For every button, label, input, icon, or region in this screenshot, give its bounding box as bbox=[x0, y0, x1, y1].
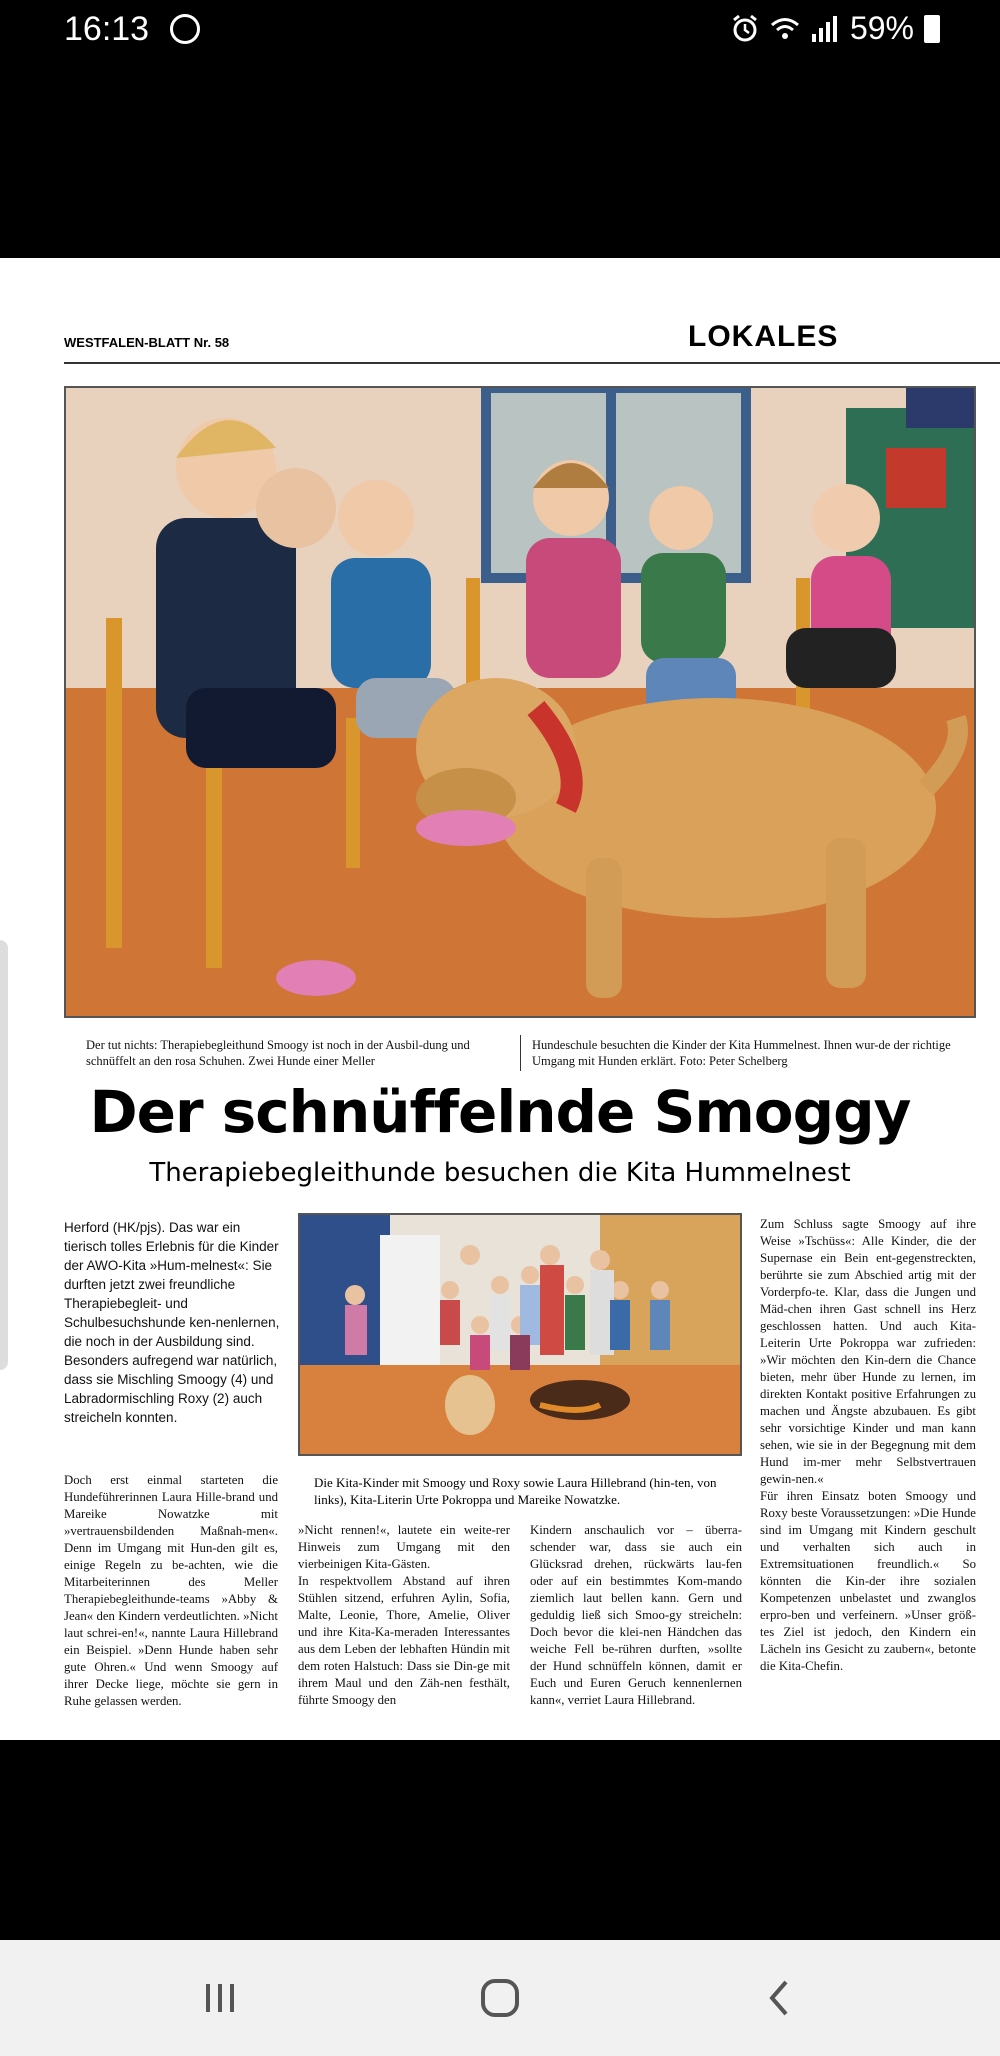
article-column-1: Doch erst einmal starteten die Hundeführerinnen Laura Hille-brand und Mareike Nowatzke mit »vertrauensbildenden Maßnah-men«. Denn im Umgang mit Hun-den gilt es, einige Regeln zu be-achten, wie die Mitarbeiterinnen des Meller Therapiebegleithunde-teams »Abby & Jean« den Kindern verdeutlichten. »Nicht laut schrei-en!«, nannte Laura Hillebrand ein Beispiel. »Denn Hunde haben sehr gute Ohren.« Und wenn Smoogy auf ihrer Decke liege, möchte sie gern in Ruhe gelassen werden. bbox=[64, 1473, 278, 1708]
article-subheadline: Therapiebegleithunde besuchen die Kita Hummelnest bbox=[149, 1158, 851, 1188]
signal-icon bbox=[810, 14, 840, 44]
group-photo bbox=[298, 1213, 742, 1456]
edge-panel-handle[interactable] bbox=[0, 940, 8, 1370]
back-button[interactable] bbox=[740, 1970, 820, 2026]
status-icons bbox=[730, 10, 940, 47]
home-icon bbox=[478, 1976, 522, 2020]
back-icon bbox=[760, 1978, 800, 2018]
article-lead: Herford (HK/pjs). Das war ein tierisch tolles Erlebnis für die Kinder der AWO-Kita »Hum-melnest«: Sie durften jetzt zwei freundliche Therapiebegleit- und Schulbesuchshunde ken-nenlernen, die noch in der Ausbildung sind. Besonders aufregend war natürlich, dass sie Mischling Smoogy (4) und Labradormischling Roxy (2) auch streicheln konnten. bbox=[64, 1220, 280, 1425]
recent-apps-button[interactable] bbox=[180, 1970, 260, 2026]
article-column-3: Kindern anschaulich vor – überra-schender war, dass sie auch ein Glücksrad drehen, rückwärts lau-fen oder auf ein bestimmtes Kom-mando ziemlich laut bellen kann. Gern und geduldig ließ sich Smoo-gy streicheln: Doch bevor die klei-nen Händchen das weiche Fell be-rühren durften, »sollte der Hund schnüffeln können, damit er Euch und Euren Geruch kennenlernen kann«, verriet Laura Hillebrand. bbox=[530, 1523, 742, 1707]
battery-percent: 59% bbox=[849, 10, 914, 46]
section-title: LOKALES bbox=[688, 320, 839, 353]
alarm-icon bbox=[730, 14, 760, 44]
whatsapp-icon bbox=[170, 14, 200, 44]
article-column-4: Zum Schluss sagte Smoogy auf ihre Weise »Tschüss«: Alle Kinder, die der Supernase ein Bein ent-gegenstreckten, berührte sie zum Abschied artig mit der Vorderpfo-te. Klar, dass die Jungen und Mäd-chen ihren Gast schnell ins Herz geschlossen hatten. Und auch Kita-Leiterin Urte Pokroppa war zufrieden: »Wir möchten den Kin-dern die Chance bieten, mehr über Hunde zu lernen, im direkten Kontakt positive Erfahrungen zu machen und Ängste abzubauen. Es gibt sehr vorsichtige Kinder und man kann sehen, wie sie in der Begegnung mit dem Hund im-mer mehr Selbstvertrauen gewin-nen.« Für ihren Einsatz boten Smoogy und Roxy beste Voraussetzungen: »Die Hunde sind im Umgang mit Kindern geschult und verhalten sich auch in Extremsituationen freundlich.« So könnten die Kin-der ihre sozialen Kompetenzen unbelastet und zwanglos erpro-ben und verfeinern. »Unser größ-tes Ziel ist jedoch, den Kindern ein Lächeln ins Gesicht zu zaubern«, betonte die Kita-Chefin. bbox=[760, 1217, 976, 1673]
status-bar bbox=[0, 0, 1000, 60]
header-rule bbox=[64, 362, 1000, 364]
recent-apps-icon bbox=[200, 1978, 240, 2018]
article-column-2: »Nicht rennen!«, lautete ein weite-rer Hinweis zum Umgang mit den vierbeinigen Kita-Gästen. In respektvollem Abstand auf ihren Stühlen sitzend, erfuhren Aylin, Sofia, Malte, Leonie, Thore, Amelie, Oliver und ihre Kita-Ka-meraden Interessantes aus dem Leben der lebhaften Hündin mit dem roten Halstuch: Dass sie Din-ge mit ihrem Maul und den Zäh-nen festhält, führte Smoogy den bbox=[298, 1523, 510, 1707]
photo-caption-left: Der tut nichts: Therapiebegleithund Smoogy ist noch in der Ausbil-dung und schnüffelt an den rosa Schuhen. Zwei Hunde einer Meller bbox=[86, 1038, 470, 1068]
clock: 16:13 bbox=[64, 10, 150, 48]
battery-icon bbox=[924, 15, 940, 43]
publication-name: WESTFALEN-BLATT Nr. 58 bbox=[64, 335, 230, 350]
wifi-icon bbox=[770, 14, 800, 44]
caption-divider bbox=[520, 1035, 521, 1071]
main-photo bbox=[64, 386, 976, 1018]
navigation-bar bbox=[0, 1940, 1000, 2056]
article-headline: Der schnüffelnde Smoggy bbox=[89, 1078, 911, 1146]
photo-caption-right: Hundeschule besuchten die Kinder der Kita Hummelnest. Ihnen wur-de der richtige Umgang mit Hunden erklärt. Foto: Peter Schelberg bbox=[532, 1038, 951, 1068]
home-button[interactable] bbox=[460, 1970, 540, 2026]
group-photo-caption: Die Kita-Kinder mit Smoogy und Roxy sowie Laura Hillebrand (hin-ten, von links), Kita-Literin Urte Pokroppa und Mareike Nowatzke. bbox=[314, 1475, 717, 1507]
